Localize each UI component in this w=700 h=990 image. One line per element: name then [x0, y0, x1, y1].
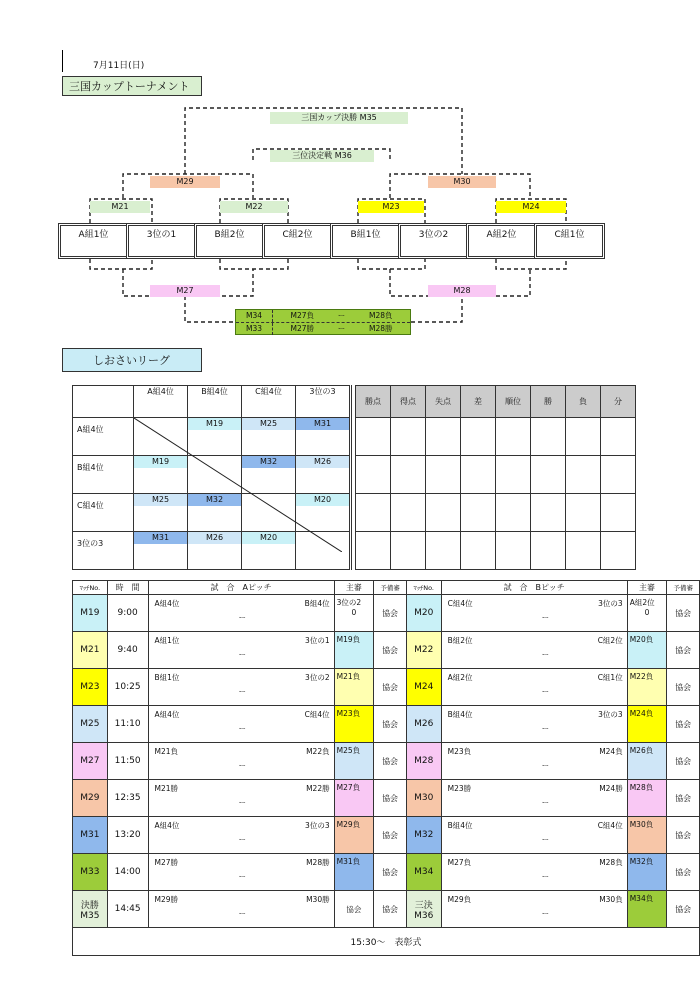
team-slot: B組2位	[194, 223, 265, 259]
referee-a	[334, 632, 374, 669]
referee-a	[334, 669, 374, 706]
schedule-row	[73, 854, 700, 891]
match-no-b: M28	[406, 743, 441, 780]
team-2: B組4位	[304, 599, 330, 608]
sub-ref-b: 協会	[667, 595, 700, 632]
referee-b	[627, 780, 667, 817]
hdr-game-b: 試 合 Bピッチ	[441, 581, 627, 595]
match-no-b: M30	[406, 780, 441, 817]
sub-ref-b: 協会	[667, 743, 700, 780]
league-col-header: B組4位	[188, 386, 242, 418]
page-date: 7月11日(日)	[93, 61, 145, 71]
referee-b	[627, 706, 667, 743]
league-match: M26	[188, 532, 241, 544]
referee-a-name: M29負	[336, 820, 361, 829]
team-slot: A組1位	[58, 223, 129, 259]
team-1: M27勝	[154, 858, 179, 867]
game-a	[148, 669, 334, 706]
game-b	[441, 743, 627, 780]
referee-b-name: M28負	[629, 783, 654, 792]
hdr-game-a: 試 合 Aピッチ	[148, 581, 334, 595]
team-slot: 3位の2	[398, 223, 469, 259]
team-2-b: C組1位	[597, 673, 623, 682]
schedule-row	[73, 817, 700, 854]
vs-sep-b: ー	[541, 909, 550, 918]
vs-sep: ー	[238, 650, 246, 659]
league-match: M19	[188, 418, 241, 430]
hdr-sub-a: 予備審	[374, 581, 407, 595]
schedule-table	[72, 580, 700, 956]
team-2: M22勝	[306, 784, 330, 793]
vs-sep: ー	[238, 872, 246, 881]
referee-b-name: M30負	[629, 820, 654, 829]
team-1-b: C組4位	[447, 599, 473, 608]
team-1-b: A組2位	[447, 673, 473, 682]
tournament-title: 三国カップトーナメント	[62, 76, 202, 96]
game-a	[148, 854, 334, 891]
vs-sep: ー	[238, 687, 246, 696]
match-time: 10:25	[107, 669, 148, 706]
league-col-header: 3位の3	[296, 386, 351, 418]
referee-a-name: 3位の2	[336, 598, 362, 607]
match-time: 9:40	[107, 632, 148, 669]
match-no-b: M26	[406, 706, 441, 743]
referee-a-name: M19負	[336, 635, 361, 644]
stat-header: 順位	[496, 386, 531, 418]
bracket-teams	[58, 223, 602, 259]
vs-sep: ー	[238, 835, 246, 844]
m33-sep: ー	[337, 324, 346, 333]
bracket-m29: M29	[150, 176, 220, 188]
stat-header: 差	[461, 386, 496, 418]
team-1-b: M23勝	[447, 784, 472, 793]
bracket-m27: M27	[150, 285, 220, 297]
schedule-row	[73, 632, 700, 669]
hdr-no: ﾏｯﾁNo.	[73, 581, 108, 595]
vs-sep: ー	[238, 613, 246, 622]
hdr-ref-b: 主審	[627, 581, 667, 595]
sub-ref-a: 協会	[374, 854, 407, 891]
sub-ref-a: 協会	[374, 632, 407, 669]
bracket-m23: M23	[358, 201, 424, 213]
team-2-b: M24勝	[599, 784, 623, 793]
vs-sep-b: ー	[541, 687, 550, 696]
stat-header: 勝	[531, 386, 566, 418]
hdr-ref-a: 主審	[334, 581, 374, 595]
vs-sep: ー	[238, 761, 246, 770]
sub-ref-a: 協会	[374, 743, 407, 780]
referee-a	[334, 891, 374, 928]
hdr-sub-b: 予備審	[667, 581, 700, 595]
referee-b-name: M24負	[629, 709, 654, 718]
bracket-third-label: 三位決定戦 M36	[270, 150, 374, 162]
referee-a	[334, 854, 374, 891]
team-1: A組4位	[154, 821, 180, 830]
vs-sep-b: ー	[541, 761, 550, 770]
team-1-b: M27負	[447, 858, 472, 867]
match-no-b: M32	[406, 817, 441, 854]
sub-ref-a: 協会	[374, 891, 407, 928]
team-slot: C組1位	[534, 223, 605, 259]
referee-a-name: M25負	[336, 746, 361, 755]
referee-a	[334, 743, 374, 780]
match-time: 13:20	[107, 817, 148, 854]
league-match: M25	[242, 418, 295, 430]
match-no-b: 三決 M36	[406, 891, 441, 928]
schedule-row	[73, 780, 700, 817]
bracket-m24: M24	[496, 201, 566, 213]
match-no-a: M25	[73, 706, 108, 743]
schedule-row	[73, 595, 700, 632]
vs-sep-b: ー	[541, 835, 550, 844]
vs-sep-b: ー	[541, 798, 550, 807]
referee-a	[334, 595, 374, 632]
vs-sep-b: ー	[541, 872, 550, 881]
league-match: M32	[188, 494, 241, 506]
match-no-b: M24	[406, 669, 441, 706]
game-a	[148, 891, 334, 928]
schedule-row	[73, 743, 700, 780]
game-a	[148, 595, 334, 632]
referee-b-name: A組2位	[629, 598, 655, 607]
game-b	[441, 632, 627, 669]
game-a	[148, 743, 334, 780]
team-1: A組4位	[154, 710, 180, 719]
schedule-row	[73, 891, 700, 928]
stat-header: 勝点	[356, 386, 391, 418]
match-time: 11:50	[107, 743, 148, 780]
m33-label: M33	[236, 323, 273, 335]
team-2: M30勝	[306, 895, 330, 904]
match-time: 11:10	[107, 706, 148, 743]
sub-ref-a: 協会	[374, 817, 407, 854]
team-2-b: 3位の3	[598, 599, 623, 608]
team-1-b: B組2位	[447, 636, 473, 645]
referee-a-name: M27負	[336, 783, 361, 792]
referee-b-name: M22負	[629, 672, 654, 681]
match-no-a: M33	[73, 854, 108, 891]
game-a	[148, 706, 334, 743]
referee-a	[334, 706, 374, 743]
league-row-header: A組4位	[73, 418, 134, 456]
team-1: A組1位	[154, 636, 180, 645]
referee-a	[334, 780, 374, 817]
team-2: 3位の3	[305, 821, 330, 830]
m33-team-b: M28勝	[368, 324, 393, 333]
bracket-m22: M22	[220, 201, 288, 213]
match-no-a: M29	[73, 780, 108, 817]
team-slot: A組2位	[466, 223, 537, 259]
referee-b-name: M20負	[629, 635, 654, 644]
m34-team-b: M28負	[368, 311, 393, 320]
team-2-b: M24負	[599, 747, 623, 756]
referee-b-name: M34負	[629, 894, 654, 903]
game-b	[441, 817, 627, 854]
vs-sep-b: ー	[541, 613, 550, 622]
game-a	[148, 780, 334, 817]
league-col-header: A組4位	[134, 386, 188, 418]
match-time: 14:45	[107, 891, 148, 928]
match-time: 9:00	[107, 595, 148, 632]
referee-a-note: 0	[351, 608, 357, 617]
vs-sep: ー	[238, 798, 246, 807]
team-1-b: M29負	[447, 895, 472, 904]
schedule-row	[73, 669, 700, 706]
league-match: M19	[134, 456, 187, 468]
referee-b-name: M26負	[629, 746, 654, 755]
sub-ref-a: 協会	[374, 595, 407, 632]
team-1: M21負	[154, 747, 179, 756]
league-row-header: B組4位	[73, 456, 134, 494]
referee-b	[627, 632, 667, 669]
team-1-b: B組4位	[447, 821, 473, 830]
match-no-a: M27	[73, 743, 108, 780]
team-slot: 3位の1	[126, 223, 197, 259]
sub-ref-a: 協会	[374, 706, 407, 743]
league-match: M31	[134, 532, 187, 544]
vs-sep-b: ー	[541, 650, 550, 659]
team-2-b: M28負	[599, 858, 623, 867]
team-1: M29勝	[154, 895, 179, 904]
team-2: M22負	[306, 747, 330, 756]
match-no-a: 決勝 M35	[73, 891, 108, 928]
bracket-m21: M21	[90, 201, 150, 213]
team-2-b: C組2位	[597, 636, 623, 645]
league-row-header: C組4位	[73, 494, 134, 532]
referee-b-name: M32負	[629, 857, 654, 866]
referee-a-name: 協会	[346, 904, 362, 914]
league-match: M20	[242, 532, 295, 544]
match-no-a: M23	[73, 669, 108, 706]
sub-ref-a: 協会	[374, 669, 407, 706]
referee-a-name: M23負	[336, 709, 361, 718]
sub-ref-b: 協会	[667, 854, 700, 891]
team-slot: B組1位	[330, 223, 401, 259]
league-match: M31	[296, 418, 349, 430]
league-row-header: 3位の3	[73, 532, 134, 570]
game-b	[441, 706, 627, 743]
team-2: 3位の1	[305, 636, 330, 645]
team-1: B組1位	[154, 673, 180, 682]
referee-b	[627, 817, 667, 854]
referee-b	[627, 669, 667, 706]
game-a	[148, 817, 334, 854]
referee-b	[627, 891, 667, 928]
m34-sep: ー	[337, 311, 346, 320]
sub-ref-b: 協会	[667, 780, 700, 817]
sub-ref-a: 協会	[374, 780, 407, 817]
sub-ref-b: 協会	[667, 669, 700, 706]
hdr-time: 時 間	[107, 581, 148, 595]
sub-ref-b: 協会	[667, 817, 700, 854]
league-match: M26	[296, 456, 349, 468]
sub-ref-b: 協会	[667, 632, 700, 669]
league-match: M20	[296, 494, 349, 506]
bracket-m30: M30	[428, 176, 496, 188]
m34-label: M34	[236, 310, 273, 322]
league-title: しおさいリーグ	[62, 348, 202, 372]
m34-team-a: M27負	[290, 311, 314, 320]
match-time: 12:35	[107, 780, 148, 817]
schedule-footer: 15:30～ 表彰式	[73, 928, 700, 956]
match-no-a: M19	[73, 595, 108, 632]
game-a	[148, 632, 334, 669]
bracket-lines	[0, 0, 700, 340]
game-b	[441, 854, 627, 891]
stat-header: 分	[601, 386, 636, 418]
game-b	[441, 669, 627, 706]
referee-b	[627, 743, 667, 780]
vs-sep-b: ー	[541, 724, 550, 733]
team-2-b: 3位の3	[598, 710, 623, 719]
league-match: M32	[242, 456, 295, 468]
stat-header: 負	[566, 386, 601, 418]
referee-b	[627, 854, 667, 891]
league-match: M25	[134, 494, 187, 506]
team-1-b: B組4位	[447, 710, 473, 719]
match-no-b: M22	[406, 632, 441, 669]
game-b	[441, 891, 627, 928]
match-no-b: M34	[406, 854, 441, 891]
match-no-a: M31	[73, 817, 108, 854]
match-no-a: M21	[73, 632, 108, 669]
team-1: A組4位	[154, 599, 180, 608]
referee-b-note: 0	[644, 608, 650, 617]
team-2: C組4位	[304, 710, 330, 719]
game-b	[441, 780, 627, 817]
stat-header: 失点	[426, 386, 461, 418]
stat-header: 得点	[391, 386, 426, 418]
league-col-header: C組4位	[242, 386, 296, 418]
team-2: 3位の2	[305, 673, 330, 682]
match-no-b: M20	[406, 595, 441, 632]
bracket-m28: M28	[428, 285, 496, 297]
match-time: 14:00	[107, 854, 148, 891]
game-b	[441, 595, 627, 632]
referee-a-name: M21負	[336, 672, 361, 681]
m33-team-a: M27勝	[290, 324, 314, 333]
team-1-b: M23負	[447, 747, 472, 756]
referee-b	[627, 595, 667, 632]
referee-a-name: M31負	[336, 857, 361, 866]
referee-a	[334, 817, 374, 854]
team-slot: C組2位	[262, 223, 333, 259]
sub-ref-b: 協会	[667, 891, 700, 928]
vs-sep: ー	[238, 724, 246, 733]
schedule-row	[73, 706, 700, 743]
league-corner	[73, 386, 134, 418]
league-diagonal	[134, 418, 342, 552]
team-1: M21勝	[154, 784, 179, 793]
hdr-no-b: ﾏｯﾁNo.	[406, 581, 441, 595]
team-2-b: M30負	[599, 895, 623, 904]
bracket-final-label: 三国カップ決勝 M35	[270, 112, 408, 124]
team-2-b: C組4位	[597, 821, 623, 830]
vs-sep: ー	[238, 909, 246, 918]
bracket-m33-m34-box	[235, 309, 411, 335]
team-2: M28勝	[306, 858, 330, 867]
sub-ref-b: 協会	[667, 706, 700, 743]
